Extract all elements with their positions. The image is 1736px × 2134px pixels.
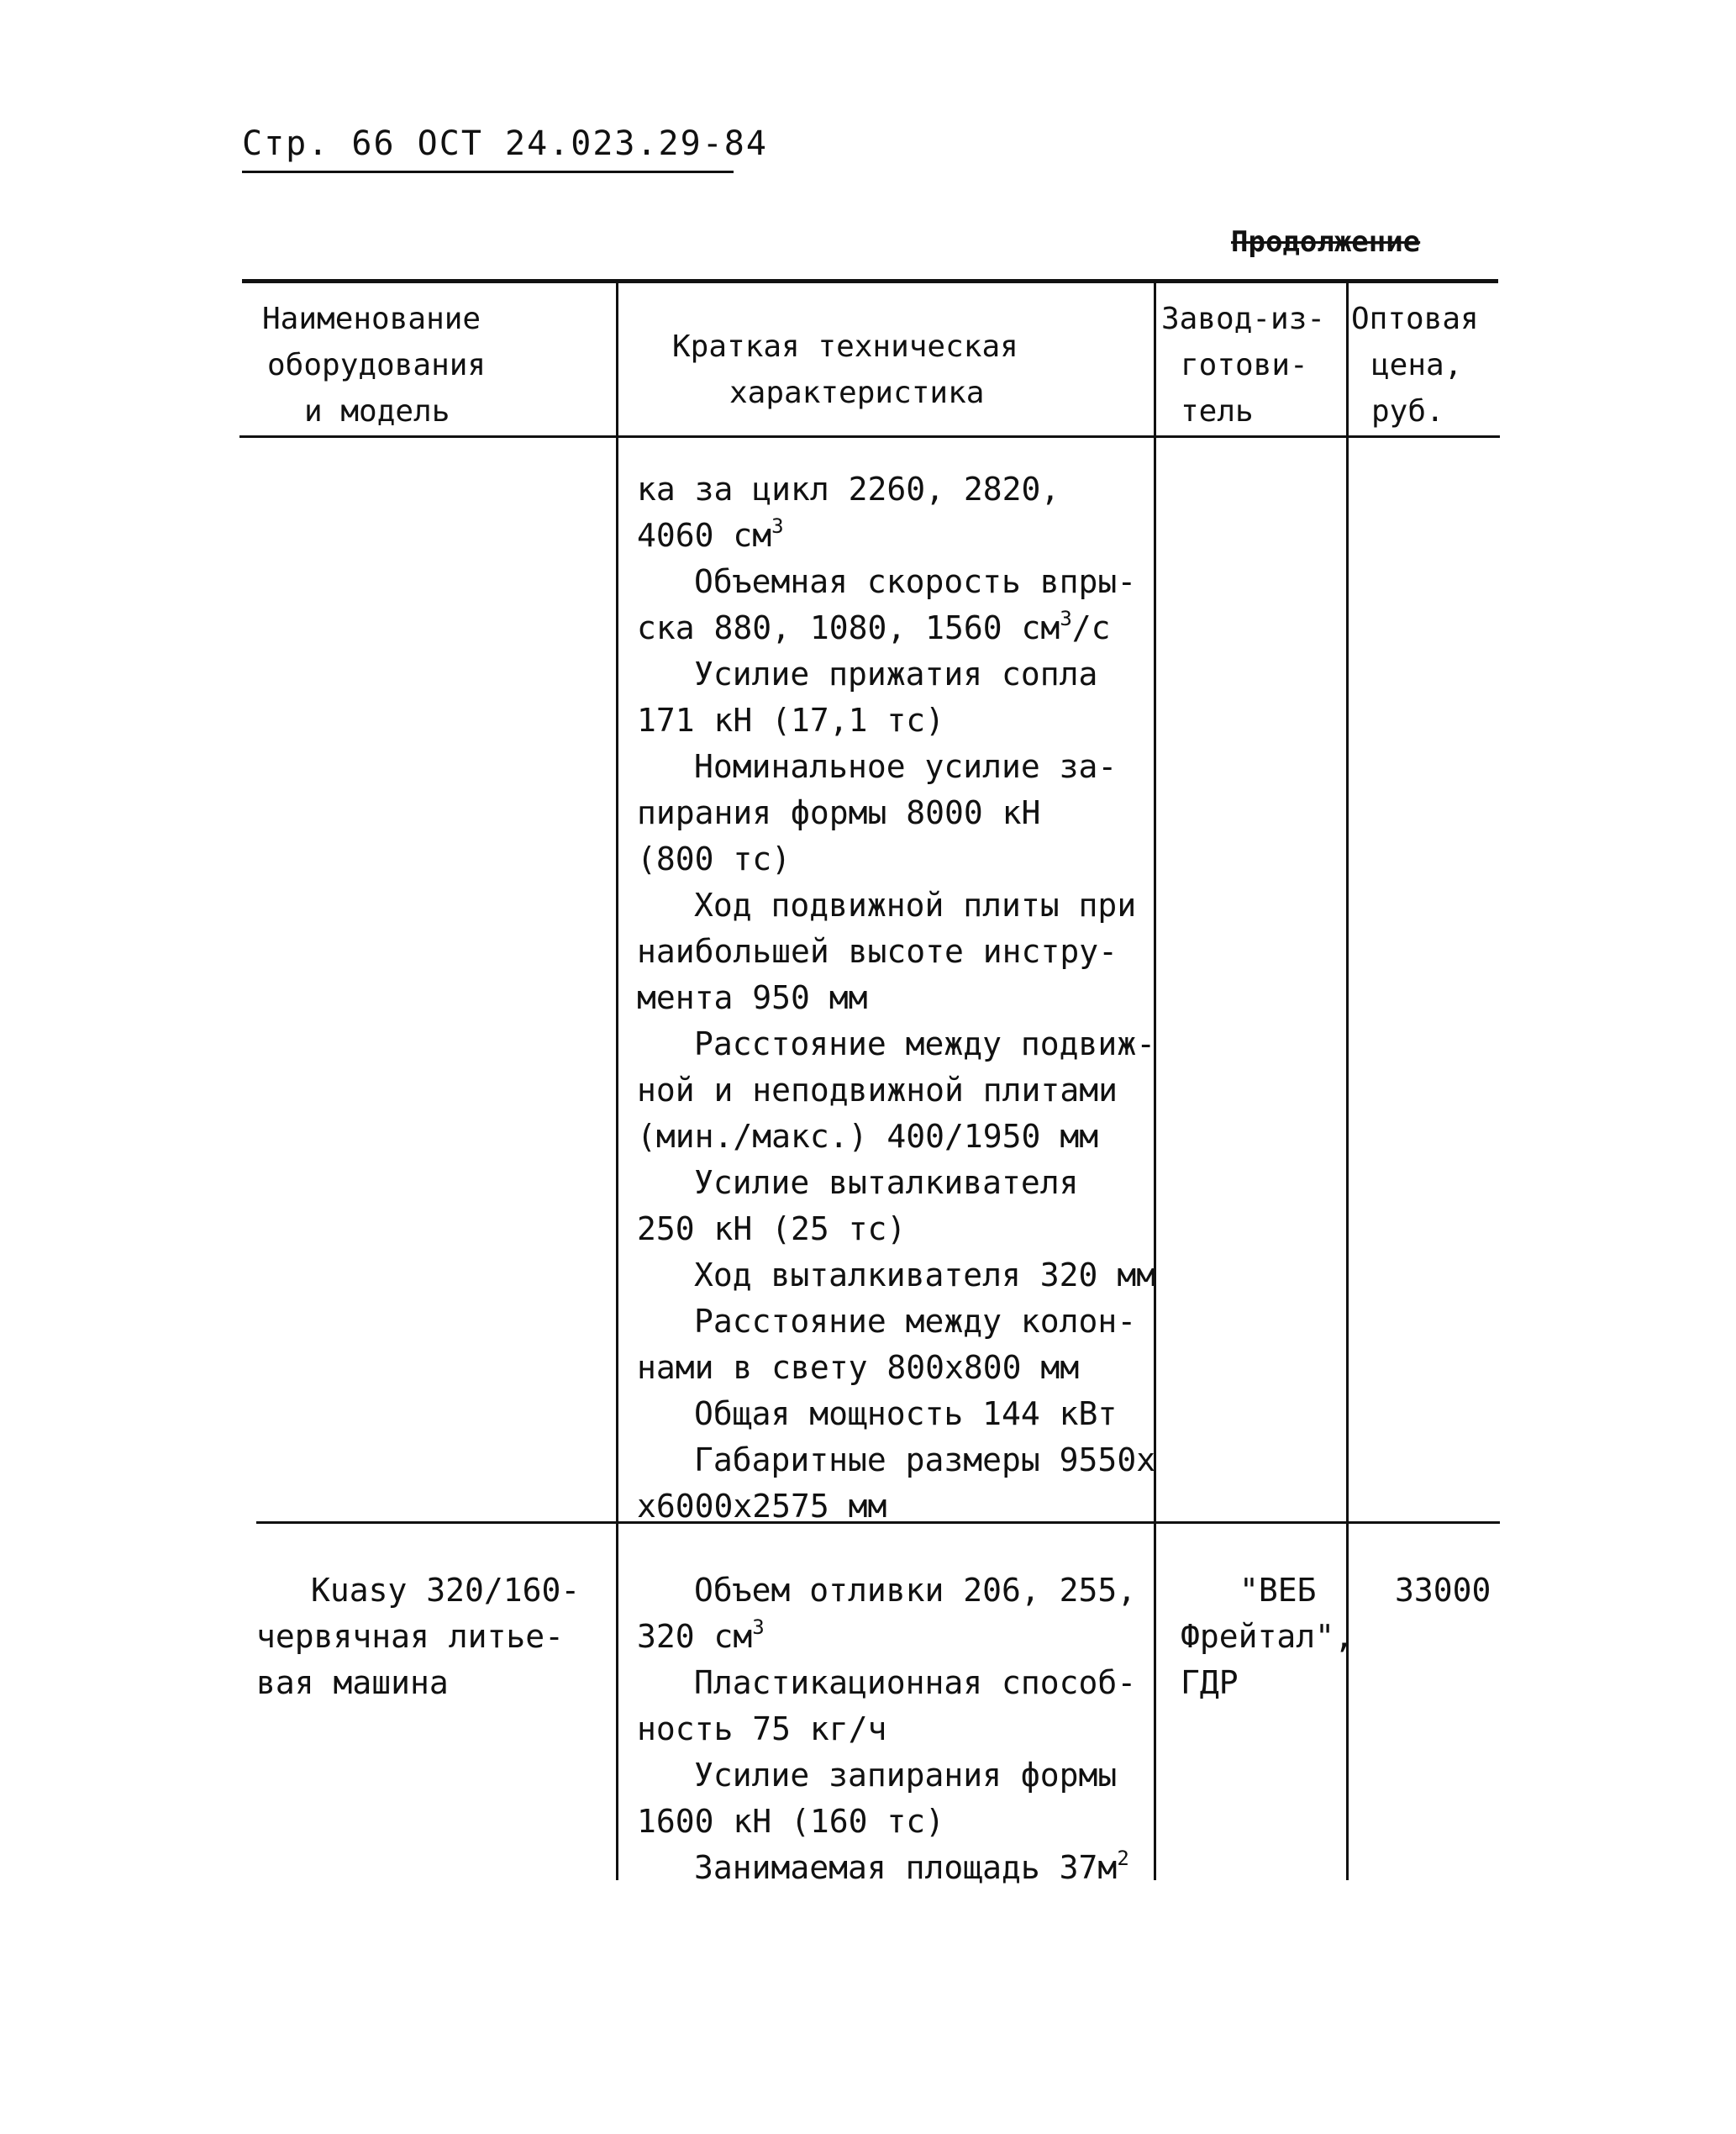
spec-line: Номинальное усилие за- (694, 748, 1118, 785)
header-text: характеристика (729, 376, 985, 410)
spec-line: 1600 кН (160 тс) (637, 1803, 945, 1840)
header-underline (242, 171, 734, 173)
spec-line: Усилие прижатия сопла (694, 656, 1098, 693)
spec-line: наибольшей высоте инстру- (637, 933, 1118, 970)
spec-line: Пластикационная способ- (694, 1664, 1137, 1701)
spec-line: 320 $см^3$ (637, 1615, 765, 1655)
spec-line: Расстояние между колон- (694, 1303, 1137, 1340)
spec-line: Габаритные размеры 9550х (694, 1441, 1156, 1478)
spec-line: (800 тс) (637, 840, 792, 877)
header-text: Завод-из- (1161, 302, 1326, 336)
header-text: тель (1181, 394, 1254, 429)
page-reference: Стр. 66 ОСТ 24.023.29-84 (242, 124, 768, 163)
name-line: червячная литье- (256, 1618, 565, 1655)
spec-line: Общая мощность 144 кВт (694, 1395, 1118, 1432)
column-divider-1 (616, 279, 618, 1880)
spec-line: Занимаемая площадь $37м^2$ (694, 1847, 1129, 1886)
header-text: и модель (304, 394, 450, 429)
header-text: готови- (1181, 348, 1308, 382)
spec-line: мента 950 мм (637, 979, 868, 1016)
header-text: Оптовая (1351, 302, 1479, 336)
spec-line: 4060 $см^3$ (637, 514, 784, 554)
manufacturer-line: ГДР (1181, 1664, 1239, 1701)
header-text: Наименование (262, 302, 481, 336)
spec-line: нами в свету 800х800 мм (637, 1349, 1080, 1386)
spec-line: Усилие выталкивателя (694, 1164, 1079, 1201)
spec-line: Ход выталкивателя 320 мм (694, 1257, 1156, 1294)
name-line: вая машина (256, 1664, 449, 1701)
header-text: оборудования (267, 348, 487, 382)
spec-line: Ход подвижной плиты при (694, 887, 1137, 924)
spec-line: Усилие запирания формы (694, 1757, 1118, 1794)
spec-line: ной и неподвижной плитами (637, 1072, 1118, 1109)
spec-line: ска 880, 1080, 1560 $см^3/с$ (637, 607, 1111, 646)
spec-line: 171 кН (17,1 тс) (637, 702, 945, 739)
spec-line: ка за цикл 2260, 2820, (637, 471, 1060, 508)
row2-price: 33000 (1395, 1572, 1491, 1609)
continuation-label: Продолжение (1231, 225, 1421, 259)
spec-line: Объем отливки 206, 255, (694, 1572, 1137, 1609)
manufacturer-line: Фрейтал", (1181, 1618, 1354, 1655)
manufacturer-line: "ВЕБ (1239, 1572, 1317, 1609)
header-text: цена, (1371, 348, 1463, 382)
spec-line: (мин./макс.) 400/1950 мм (637, 1118, 1099, 1155)
header-bottom-rule (239, 435, 1500, 438)
column-divider-2 (1154, 279, 1156, 1880)
header-text: руб. (1371, 394, 1444, 429)
name-line: Kuasy 320/160- (311, 1572, 581, 1609)
spec-line: Объемная скорость впры- (694, 563, 1137, 600)
spec-line: Расстояние между подвиж- (694, 1025, 1156, 1062)
spec-line: ность 75 кг/ч (637, 1710, 887, 1747)
spec-line: 250 кН (25 тс) (637, 1210, 907, 1247)
spec-line: пирания формы 8000 кН (637, 794, 1041, 831)
header-text: Краткая техническая (672, 329, 1018, 364)
table-top-rule (242, 279, 1498, 283)
spec-line: х6000х2575 мм (637, 1488, 887, 1525)
